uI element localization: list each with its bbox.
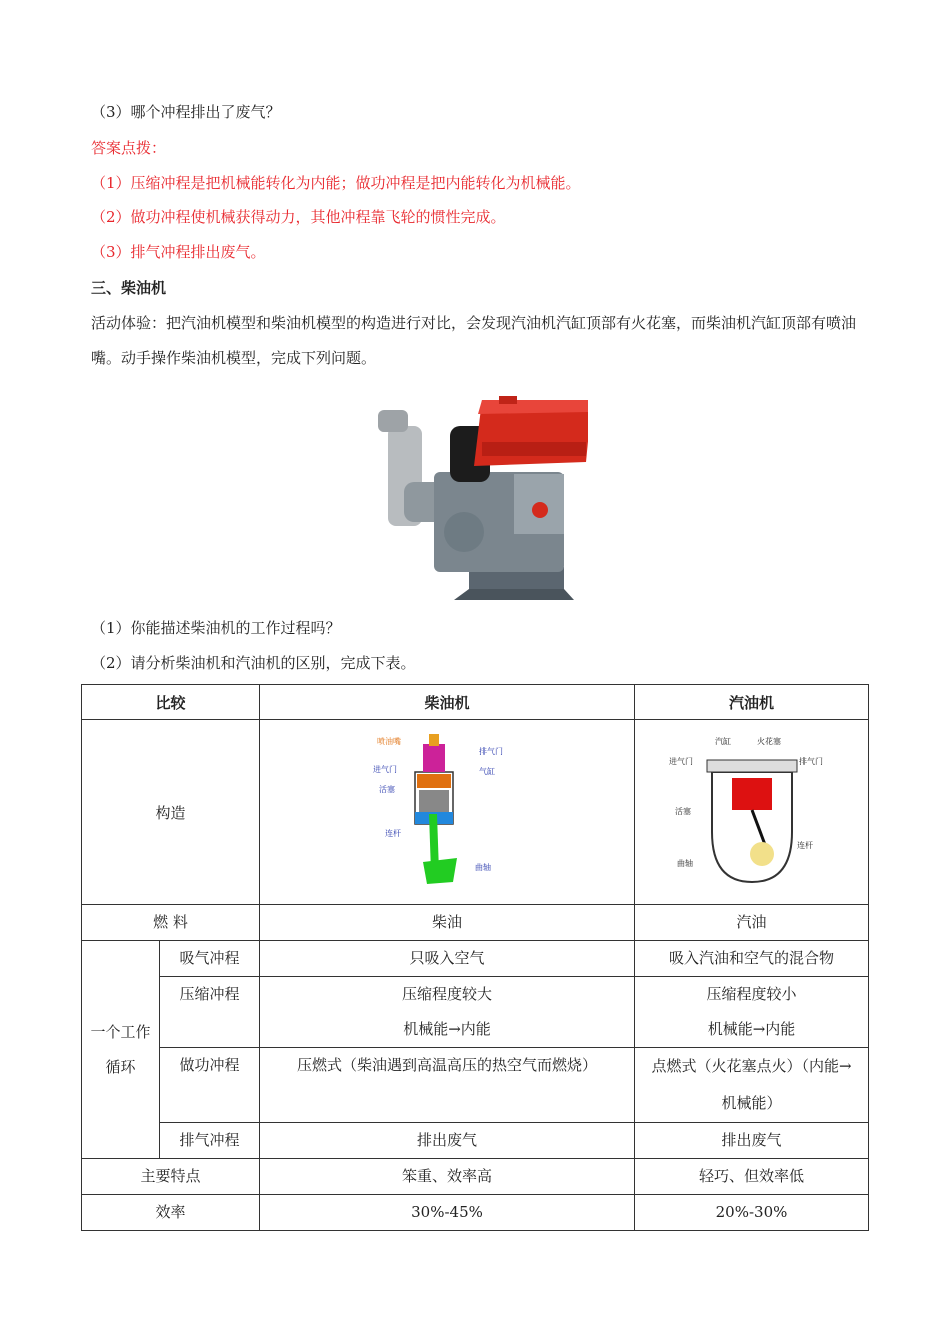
comparison-table (81, 684, 869, 1231)
compression-gasoline (635, 977, 869, 1048)
label-piston: 活塞 (379, 785, 396, 794)
gasoline-engine-diagram (667, 732, 837, 892)
intake-label: 吸气冲程 (160, 941, 260, 977)
question-1: （1）你能描述柴油机的工作过程吗？ (91, 619, 341, 637)
compression-label: 压缩冲程 (160, 977, 260, 1048)
intake-diesel: 只吸入空气 (260, 941, 635, 977)
exhaust-diesel: 排出废气 (260, 1123, 635, 1159)
label-intake: 进气门 (668, 757, 693, 766)
compression-diesel (260, 977, 635, 1048)
header-diesel: 柴油机 (260, 685, 635, 720)
gasoline-diagram-cell (635, 720, 869, 905)
compression-gasoline-degree: 压缩程度较小 (706, 985, 797, 1003)
label-piston: 活塞 (674, 807, 691, 816)
features-diesel: 笨重、效率高 (260, 1159, 635, 1195)
label-exhaust: 排气门 (798, 757, 823, 766)
diesel-engine-diagram (367, 732, 527, 892)
fuel-gasoline: 汽油 (635, 905, 869, 941)
compression-gasoline-energy: 机械能→内能 (707, 1020, 796, 1038)
compression-diesel-energy: 机械能→内能 (403, 1020, 491, 1038)
label-rod: 连杆 (385, 829, 402, 838)
power-gasoline: 点燃式（火花塞点火）（内能→机械能） (635, 1048, 869, 1123)
diesel-engine-photo (374, 392, 588, 600)
answer-3: （3）排气冲程排出废气。 (91, 243, 266, 261)
compression-diesel-degree: 压缩程度较大 (402, 985, 493, 1003)
exhaust-gasoline: 排出废气 (635, 1123, 869, 1159)
fuel-label: 燃 料 (82, 905, 260, 941)
label-exhaust: 排气门 (479, 747, 504, 756)
question-3: （3）哪个冲程排出了废气？ (91, 103, 281, 121)
label-crank: 曲轴 (475, 863, 492, 872)
structure-label: 构造 (82, 720, 260, 905)
label-crank: 曲轴 (676, 859, 693, 868)
features-gasoline: 轻巧、但效率低 (635, 1159, 869, 1195)
cycle-label: 一个工作循环 (82, 941, 160, 1159)
label-spark: 火花塞 (756, 737, 781, 746)
label-intake: 进气门 (373, 765, 398, 774)
section-title: 三、柴油机 (91, 279, 167, 297)
label-cylinder: 汽缸 (714, 737, 731, 746)
header-compare: 比较 (82, 685, 260, 720)
power-label: 做功冲程 (160, 1048, 260, 1123)
fuel-diesel: 柴油 (260, 905, 635, 941)
efficiency-diesel: 30%-45% (260, 1195, 635, 1231)
header-gasoline: 汽油机 (635, 685, 869, 720)
label-rod: 连杆 (796, 841, 813, 850)
question-2: （2）请分析柴油机和汽油机的区别，完成下表。 (91, 654, 416, 672)
answer-heading: 答案点拨： (91, 139, 167, 157)
diesel-diagram-cell (260, 720, 635, 905)
label-cylinder: 气缸 (479, 767, 496, 776)
answer-2: （2）做功冲程使机械获得动力，其他冲程靠飞轮的惯性完成。 (91, 208, 506, 226)
exhaust-label: 排气冲程 (160, 1123, 260, 1159)
section-intro: 活动体验：把汽油机模型和柴油机模型的构造进行对比，会发现汽油机汽缸顶部有火花塞，而柴油机汽缸顶部有喷油嘴。动手操作柴油机模型，完成下列问题。 (91, 314, 857, 367)
efficiency-label: 效率 (82, 1195, 260, 1231)
power-diesel: 压燃式（柴油遇到高温高压的热空气而燃烧） (260, 1048, 635, 1123)
efficiency-gasoline: 20%-30% (635, 1195, 869, 1231)
label-injector: 喷油嘴 (377, 737, 402, 746)
intake-gasoline: 吸入汽油和空气的混合物 (635, 941, 869, 977)
features-label: 主要特点 (82, 1159, 260, 1195)
answer-1: （1）压缩冲程是把机械能转化为内能；做功冲程是把内能转化为机械能。 (91, 174, 581, 192)
